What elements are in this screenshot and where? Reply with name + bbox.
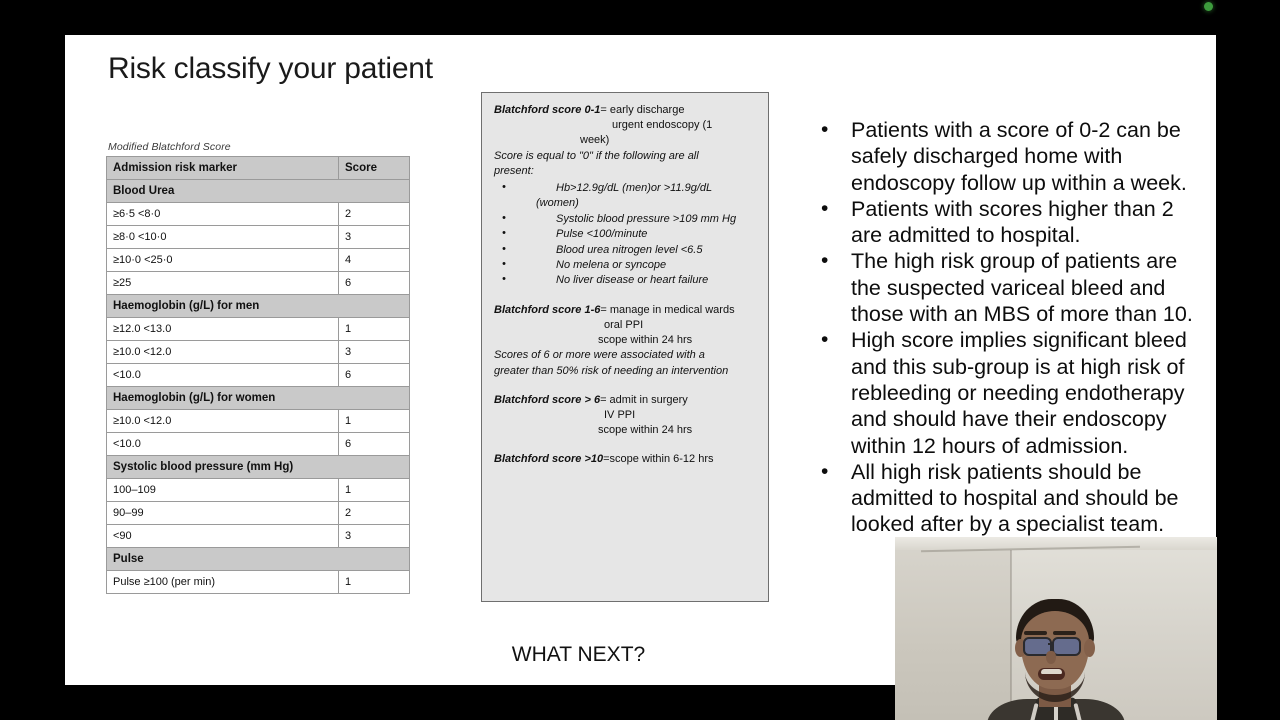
criteria-section-2-note-line1: Scores of 6 or more were associated with a — [494, 349, 705, 362]
blatchford-score-table-block — [106, 141, 411, 594]
criteria-section-2-note-line2: greater than 50% risk of needing an intervention — [494, 364, 729, 377]
table-group-row — [107, 180, 410, 203]
table-cell-score: 1 — [339, 479, 410, 502]
criteria-section-3-line2: IV PPI — [604, 409, 636, 422]
criteria-section-2-heading: Blatchford score 1-6 — [494, 303, 601, 316]
list-item — [813, 196, 1198, 249]
key-points-list-block — [813, 117, 1198, 538]
table-row — [107, 318, 410, 341]
table-cell-marker: ≥10.0 <12.0 — [107, 341, 339, 364]
criteria-bullet-text: Hb>12.9g/dL (men)or >11.9g/dL — [556, 182, 713, 195]
criteria-section-1-note-line1: Score is equal to "0" if the following are all — [494, 149, 699, 162]
page-title: Risk classify your patient — [108, 52, 433, 85]
criteria-section-2-heading-line — [494, 303, 756, 318]
bullet-icon: • — [821, 328, 829, 352]
blatchford-score-table — [106, 156, 410, 594]
recording-indicator-dot — [1204, 2, 1213, 11]
bottom-caption-text: WHAT NEXT? — [511, 643, 646, 666]
table-group-label: Blood Urea — [107, 180, 410, 203]
table-group-row — [107, 295, 410, 318]
spacer-3 — [494, 438, 756, 452]
criteria-section-1-note-line2: present: — [494, 164, 534, 177]
bullet-icon: • — [821, 459, 829, 483]
table-cell-score: 1 — [339, 318, 410, 341]
table-cell-score: 3 — [339, 525, 410, 548]
bullet-icon: • — [502, 242, 506, 255]
table-row — [107, 410, 410, 433]
table-cell-score: 3 — [339, 341, 410, 364]
criteria-bullet-text: Systolic blood pressure >109 mm Hg — [556, 212, 737, 225]
presenter-ear-right — [1084, 639, 1095, 657]
bullet-icon: • — [502, 227, 506, 240]
bullet-icon: • — [502, 258, 506, 271]
presenter-eyebrow-right — [1053, 631, 1076, 635]
table-cell-marker: <10.0 — [107, 364, 339, 387]
table-cell-marker: ≥10·0 <25·0 — [107, 249, 339, 272]
criteria-section-1-line2: urgent endoscopy (1 — [612, 119, 713, 132]
list-item — [813, 459, 1198, 538]
table-row — [107, 479, 410, 502]
table-caption: Modified Blatchford Score — [108, 141, 231, 153]
criteria-section-1-heading-line — [494, 103, 756, 118]
criteria-section-1-line1: = early discharge — [600, 104, 685, 116]
key-points-list — [813, 117, 1198, 538]
table-head — [107, 157, 410, 180]
table-group-row — [107, 456, 410, 479]
table-row — [107, 433, 410, 456]
webcam-presenter — [981, 599, 1131, 720]
table-row — [107, 364, 410, 387]
criteria-bullet-text: Pulse <100/minute — [556, 228, 648, 241]
table-cell-score: 6 — [339, 272, 410, 295]
bullet-icon: • — [821, 118, 829, 141]
table-cell-marker: 100–109 — [107, 479, 339, 502]
table-group-row — [107, 548, 410, 571]
criteria-bullet-text: No liver disease or heart failure — [556, 274, 709, 287]
list-item-text: High score implies significant bleed and this sub-group is at high risk of rebleeding or needing endotherapy and should have their endoscopy within 12 hours of admission. — [851, 328, 1187, 458]
bullet-icon: • — [502, 273, 506, 286]
list-item — [813, 117, 1198, 196]
criteria-section-3-line1: = admit in surgery — [600, 393, 688, 406]
table-row — [107, 203, 410, 226]
table-cell-marker: ≥25 — [107, 272, 339, 295]
criteria-bullet-item — [494, 181, 756, 196]
spacer-2 — [494, 379, 756, 393]
table-cell-marker: ≥10.0 <12.0 — [107, 410, 339, 433]
criteria-bullet-item — [494, 227, 756, 242]
criteria-section-3-heading-line — [494, 393, 756, 408]
criteria-section-4-line1: =scope within 6-12 hrs — [603, 453, 714, 466]
spacer-1 — [494, 289, 756, 303]
column-header-admission-risk-marker: Admission risk marker — [107, 157, 339, 180]
table-row — [107, 525, 410, 548]
criteria-section-1-line3: week) — [580, 134, 610, 147]
table-row — [107, 272, 410, 295]
criteria-bullet-text: (women) — [536, 197, 579, 210]
bullet-icon: • — [502, 211, 506, 224]
table-row — [107, 341, 410, 364]
table-row — [107, 502, 410, 525]
webcam-video-overlay[interactable] — [895, 537, 1217, 720]
table-group-label: Pulse — [107, 548, 410, 571]
criteria-bullet-item — [494, 212, 756, 227]
presenter-glasses-right-lens — [1052, 637, 1081, 656]
table-group-label: Systolic blood pressure (mm Hg) — [107, 456, 410, 479]
presenter-eyebrow-left — [1024, 631, 1047, 635]
table-group-label: Haemoglobin (g/L) for men — [107, 295, 410, 318]
criteria-section-1-heading: Blatchford score 0-1 — [494, 104, 601, 116]
criteria-section-3-heading: Blatchford score > 6 — [494, 393, 601, 406]
table-cell-marker: ≥8·0 <10·0 — [107, 226, 339, 249]
criteria-bullet-text: Blood urea nitrogen level <6.5 — [556, 243, 703, 256]
criteria-bullet-item — [494, 258, 756, 273]
bullet-icon: • — [502, 181, 506, 194]
column-header-score: Score — [339, 157, 410, 180]
table-cell-marker: 90–99 — [107, 502, 339, 525]
criteria-section-2-line3: scope within 24 hrs — [598, 334, 693, 347]
table-row — [107, 249, 410, 272]
criteria-bullet-item — [494, 273, 756, 288]
table-cell-marker: <90 — [107, 525, 339, 548]
table-cell-score: 1 — [339, 410, 410, 433]
criteria-section-4-heading-line — [494, 452, 756, 467]
criteria-bullet-list — [494, 181, 756, 289]
criteria-section-2-line2: oral PPI — [604, 319, 644, 332]
table-cell-score: 3 — [339, 226, 410, 249]
table-header-row — [107, 157, 410, 180]
table-cell-score: 6 — [339, 433, 410, 456]
list-item-text: Patients with a score of 0-2 can be safely discharged home with endoscopy follow up within a week. — [851, 118, 1187, 195]
list-item-text: The high risk group of patients are the suspected variceal bleed and those with an MBS of more than 10. — [851, 249, 1193, 327]
list-item — [813, 327, 1198, 458]
bullet-icon: • — [821, 249, 829, 273]
table-cell-marker: <10.0 — [107, 433, 339, 456]
table-cell-score: 2 — [339, 502, 410, 525]
table-cell-score: 2 — [339, 203, 410, 226]
blatchford-criteria-box — [481, 92, 769, 602]
table-cell-marker: Pulse ≥100 (per min) — [107, 571, 339, 594]
criteria-bullet-item — [494, 243, 756, 258]
table-cell-score: 6 — [339, 364, 410, 387]
table-cell-score: 4 — [339, 249, 410, 272]
table-cell-marker: ≥6·5 <8·0 — [107, 203, 339, 226]
list-item-text: Patients with scores higher than 2 are admitted to hospital. — [851, 196, 1174, 248]
table-group-row — [107, 387, 410, 410]
table-row — [107, 571, 410, 594]
table-body — [107, 180, 410, 594]
list-item — [813, 248, 1198, 327]
bullet-icon: • — [821, 196, 829, 220]
table-cell-marker: ≥12.0 <13.0 — [107, 318, 339, 341]
table-group-label: Haemoglobin (g/L) for women — [107, 387, 410, 410]
presenter-teeth — [1041, 669, 1062, 674]
table-row — [107, 226, 410, 249]
presenter-glasses-bridge — [1048, 643, 1052, 645]
criteria-bullet-text: No melena or syncope — [556, 259, 667, 272]
criteria-section-3-line3: scope within 24 hrs — [598, 424, 693, 437]
criteria-bullet-item — [494, 196, 756, 211]
criteria-section-4-heading: Blatchford score >10 — [494, 453, 604, 466]
list-item-text: All high risk patients should be admitted to hospital and should be looked after by a specialist team. — [851, 459, 1179, 537]
criteria-section-2-line1: = manage in medical wards — [600, 303, 735, 316]
table-cell-score: 1 — [339, 571, 410, 594]
